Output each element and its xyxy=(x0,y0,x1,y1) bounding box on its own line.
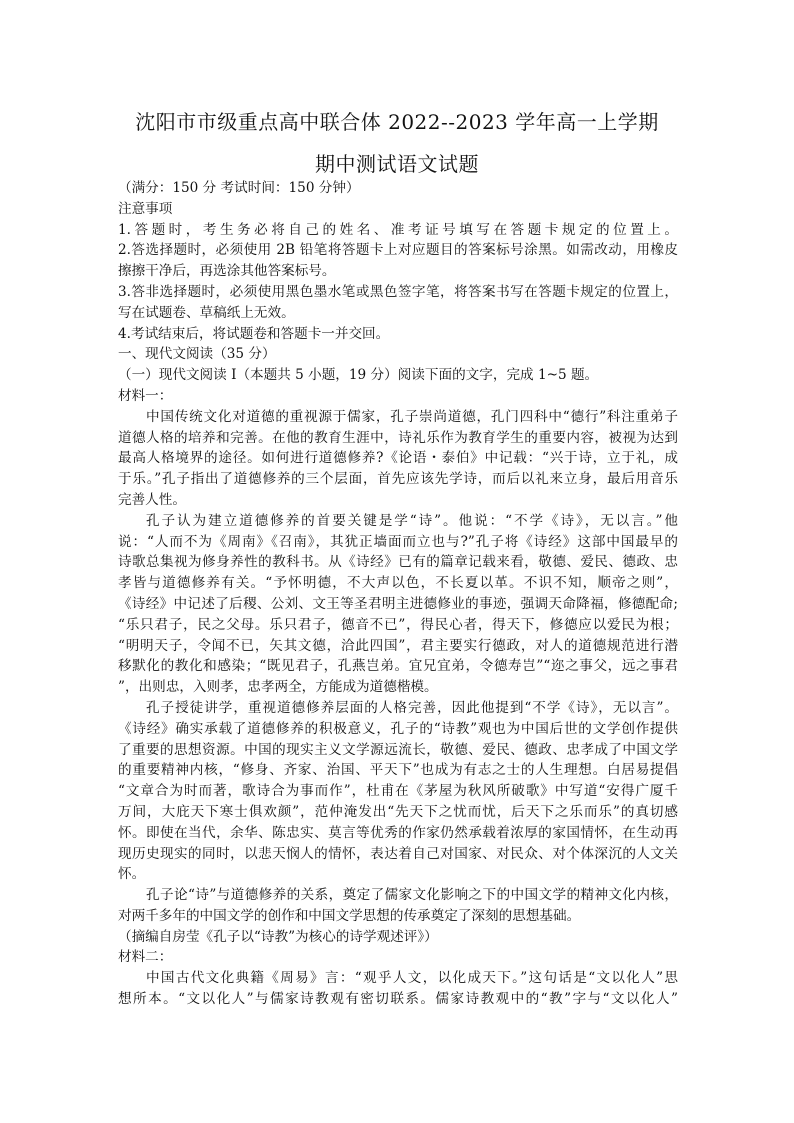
notes-heading: 注意事项 xyxy=(118,200,173,217)
paragraph-line: 说：“人而不为《周南》《召南》，其犹正墙面而立也与?”孔子将《诗经》这部中国最早的 xyxy=(118,533,678,550)
document-body xyxy=(118,178,678,1010)
paragraph-line: 万间，大庇天下寒士俱欢颜”，范仲淹发出“先天下之忧而忧，后天下之乐而乐”的真切感 xyxy=(118,803,678,820)
paragraph-line: “文章合为时而著，歌诗合为事而作”，杜甫在《茅屋为秋风所破歌》中写道“安得广厦千 xyxy=(118,783,678,800)
paragraph-line: “乐只君子，民之父母。乐只君子，德音不已”，得民心者，得天下，修德应以爱民为根； xyxy=(118,616,678,633)
exam-info: （满分：150 分 考试时间：150 分钟） xyxy=(118,180,360,196)
paragraph-line: 的重要精神内核，“修身、齐家、治国、平天下”也成为有志之士的人生理想。白居易提倡 xyxy=(118,762,678,779)
paragraph-line: 怀。 xyxy=(118,866,146,883)
note-line: 1.答题时，考生务必将自己的姓名、准考证号填写在答题卡规定的位置上。 xyxy=(118,221,678,238)
material1-label: 材料一： xyxy=(118,387,173,404)
paragraph-line: 孝皆与道德修养有关。“予怀明德，不大声以色，不长夏以革。不识不知，顺帝之则”， xyxy=(118,575,678,592)
document-title-line1: 沈阳市市级重点高中联合体 2022--2023 学年高一上学期 xyxy=(135,110,659,134)
paragraph-line: ”，出则忠，入则孝，忠孝两全，方能成为道德楷模。 xyxy=(118,679,438,696)
paragraph-line: 对两千多年的中国文学的创作和中国文学思想的传承奠定了深刻的思想基础。 xyxy=(118,907,581,924)
paragraph-line: 想所本。“文以化人”与儒家诗教观有密切联系。儒家诗教观中的“教”字与“文以化人” xyxy=(118,991,678,1008)
paragraph-line: 怀。即使在当代，余华、陈忠实、莫言等优秀的作家仍然承载着浓厚的家国情怀，在生动再 xyxy=(118,824,678,841)
paragraph-line: 完善人性。 xyxy=(118,491,186,508)
paragraph-line: 中国传统文化对道德的重视源于儒家，孔子崇尚道德，孔门四科中“德行”科注重弟子 xyxy=(146,408,678,425)
paragraph-line: 移默化的教化和感染；“既见君子，孔燕岂弟。宜兄宜弟，令德寿岂”“迩之事父，远之事君 xyxy=(118,658,678,675)
paragraph-line: 孔子论“诗”与道德修养的关系，奠定了儒家文化影响之下的中国文学的精神文化内核， xyxy=(146,887,678,904)
paragraph-line: 诗歌总集视为修身养性的教科书。从《诗经》已有的篇章记载来看，敬德、爱民、德政、忠 xyxy=(118,554,678,571)
paragraph-line: 现历史现实的同时，以悲天悯人的情怀，表达着自己对国家、对民众、对个体深沉的人文关 xyxy=(118,845,678,862)
paragraph-line: 道德人格的培养和完善。在他的教育生涯中，诗礼乐作为教育学生的重要内容，被视为达到 xyxy=(118,429,678,446)
material2-label: 材料二： xyxy=(118,949,173,966)
paragraph-line: 孔子授徒讲学，重视道德修养层面的人格完善，因此他提到“不学《诗》，无以言”。 xyxy=(146,699,678,716)
paragraph-line: 《诗经》中记述了后稷、公刘、文王等圣君明主进德修业的事迹，强调天命降福，修德配命; xyxy=(118,595,678,612)
document-title-line2: 期中测试语文试题 xyxy=(315,152,479,176)
section-heading: 一、现代文阅读（35 分） xyxy=(118,346,276,363)
note-line: 2.答选择题时，必须使用 2B 铅笔将答题卡上对应题目的答案标号涂黑。如需改动，用橡皮 xyxy=(118,242,678,259)
paragraph-line: “明明天子，令闻不已，矢其文德，洽此四国”，君主要实行德政，对人的道德规范进行潜 xyxy=(118,637,678,654)
note-line: 3.答非选择题时，必须使用黑色墨水笔或黑色签字笔，将答案书写在答题卡规定的位置上， xyxy=(118,283,678,300)
paragraph-line: 孔子认为建立道德修养的首要关键是学“诗”。他说：“不学《诗》，无以言。”他 xyxy=(146,512,678,529)
note-line: 擦擦干净后，再选涂其他答案标号。 xyxy=(118,263,336,280)
paragraph-line: 中国古代文化典籍《周易》言：“观乎人文，以化成天下。”这句话是“文以化人”思 xyxy=(146,970,678,987)
subsection-heading: （一）现代文阅读 I（本题共 5 小题，19 分）阅读下面的文字，完成 1~5 题。 xyxy=(118,367,599,384)
paragraph-line: 于乐。”孔子指出了道德修养的三个层面，首先应该先学诗，而后以礼来立身，最后用音乐 xyxy=(118,471,678,488)
paragraph-line: 最高人格境界的途径。如何进行道德修养?《论语・泰伯》中记载：“兴于诗，立于礼，成 xyxy=(118,450,678,467)
note-line: 4.考试结束后，将试题卷和答题卡一并交回。 xyxy=(118,325,390,342)
paragraph-line: 了重要的思想资源。中国的现实主义文学源远流长，敬德、爱民、德政、忠孝成了中国文学 xyxy=(118,741,678,758)
paragraph-line: 《诗经》确实承载了道德修养的积极意义，孔子的“诗教”观也为中国后世的文学创作提供 xyxy=(118,720,678,737)
note-line: 写在试题卷、草稿纸上无效。 xyxy=(118,304,295,321)
source-citation: （摘编自房莹《孔子以“诗教”为核心的诗学观述评》） xyxy=(118,928,438,945)
